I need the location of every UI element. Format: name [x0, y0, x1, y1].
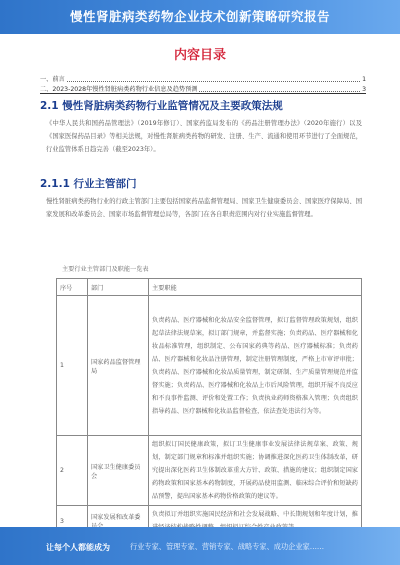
report-title: 慢性肾脏病类药物企业技术创新策略研究报告	[69, 9, 330, 24]
footer-slogan: 让每个人都能成为	[46, 543, 110, 552]
table-cell-no: 3	[57, 506, 88, 537]
toc-entry-page: 1	[362, 76, 366, 83]
table-header-cell: 序号	[57, 279, 88, 296]
section-2-1-paragraph: 《中华人民共和国药品管理法》（2019年修订）、国家药监局发布的《药品注册管理办法》（2020年施行）以及《国家医保药品目录》等相关法规，对慢性肾脏病类药物的研发、注册、生产、流通和使用环节进行了全面规范，行业监管体系日趋完善（截至2023年）。	[46, 120, 362, 153]
table-cell-dept: 国家卫生健康委员会	[88, 436, 149, 506]
table-cell-dept: 国家药品监督管理局	[88, 296, 149, 436]
table-cell-no: 2	[57, 436, 88, 506]
table-caption: 主要行业主管部门及职能一览表	[62, 266, 149, 273]
toc-entry[interactable]	[40, 84, 366, 93]
report-footer-band	[0, 527, 400, 565]
toc-entry-page: 3	[362, 86, 366, 93]
toc-entry-label: 二、2023-2028年慢性肾脏病类药物行业信息及趋势预测	[40, 86, 198, 93]
toc-leader-dots	[199, 91, 360, 92]
section-heading-2-1: 2.1 慢性肾脏病类药物行业监管情况及主要政策法规	[40, 100, 283, 112]
toc-title: 内容目录	[173, 48, 226, 63]
section-heading-2-1-1: 2.1.1 行业主管部门	[40, 178, 137, 190]
table-row	[57, 296, 362, 436]
table-row	[57, 436, 362, 506]
section-2-1-1-paragraph: 慢性肾脏病类药物行业的行政主管部门主要包括国家药品监督管理局、国家卫生健康委员会、国家医疗保障局、国家发展和改革委员会、国家市场监督管理总局等，各部门在各自职责范围内对行业实施监督管理。	[46, 198, 362, 218]
table-cell-duty: 负责药品、医疗器械和化妆品安全监督管理，拟订监督管理政策规划，组织起草法律法规草案，拟订部门规章，并监督实施；负责药品、医疗器械和化妆品标准管理，组织制定、公布国家药典等药品、医疗器械标准；负责药品、医疗器械和化妆品注册管理，制定注册管理制度，严格上市审评审批；负责药品、医疗器械和化妆品质量管理，制定研制、生产质量管理规范并监督实施；负责药品、医疗器械和化妆品上市后风险管理，组织开展不良反应和不良事件监测、评价和处置工作；负责执业药师资格准入管理；负责组织指导药品、医疗器械和化妆品监督检查，依法查处违法行为等。	[149, 296, 362, 436]
table-cell-no: 1	[57, 296, 88, 436]
toc-entry-label: 一、前言	[40, 76, 65, 83]
regulator-table	[56, 278, 362, 537]
table-cell-dept: 国家发展和改革委	[88, 506, 149, 537]
table-header-row	[57, 279, 362, 296]
table-cell-duty: 负责拟订并组织实施国民经济和社会发展战略、中长期规划和年度计划，推	[149, 506, 362, 537]
report-header-band	[0, 0, 400, 34]
table-cell-duty: 组织拟订国民健康政策，拟订卫生健康事业发展法律法规草案、政策、规划，制定部门规章和标准并组织实施；协调推进深化医药卫生体制改革，研究提出深化医药卫生体制改革重大方针、政策、措施的建议；组织制定国家药物政策和国家基本药物制度，开展药品使用监测、临床综合评价和短缺药品预警，提出国家基本药物价格政策的建议等。	[149, 436, 362, 506]
toc-entry[interactable]	[40, 74, 366, 83]
toc-divider	[40, 93, 366, 94]
footer-tagline: 行业专家、管理专家、营销专家、战略专家、成功企业家……	[130, 542, 325, 551]
table-header-cell: 部门	[88, 279, 149, 296]
toc-leader-dots	[67, 81, 360, 82]
table-header-cell: 主要职能	[149, 279, 362, 296]
